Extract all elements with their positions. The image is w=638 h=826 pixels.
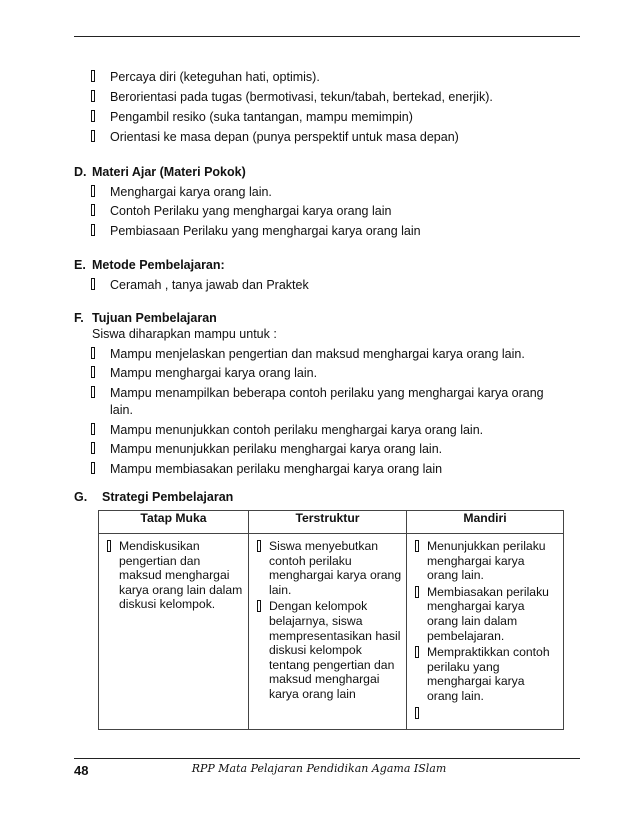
- cell-item: Membiasakan perilaku menghargai karya orang lain dalam pembelajaran.: [411, 585, 559, 643]
- list-item: Percaya diri (keteguhan hati, optimis).: [74, 69, 580, 85]
- section-heading: F. Tujuan Pembelajaran: [74, 311, 217, 325]
- bullet-icon: [91, 423, 95, 435]
- list-item: Ceramah , tanya jawab dan Praktek: [74, 277, 580, 293]
- section-d: [74, 164, 580, 240]
- column-header: Tatap Muka: [99, 511, 249, 534]
- section-f: [74, 310, 580, 478]
- list-item: Pengambil resiko (suka tantangan, mampu memimpin): [74, 109, 580, 125]
- bullet-icon: [415, 540, 419, 552]
- footer-title: RPP Mata Pelajaran Pendidikan Agama ISlam: [191, 762, 447, 775]
- bullet-icon: [91, 442, 95, 454]
- column-header: Terstruktur: [249, 511, 407, 534]
- list-item: Pembiasaan Perilaku yang menghargai karya orang lain: [74, 223, 580, 239]
- table-cell-tatap-muka: [99, 534, 249, 730]
- section-g: [74, 489, 580, 505]
- bullet-icon: [415, 707, 419, 719]
- column-header: Mandiri: [407, 511, 564, 534]
- bullet-icon: [91, 90, 95, 102]
- table-header-row: [99, 511, 564, 534]
- bullet-icon: [107, 540, 111, 552]
- bullet-icon: [91, 185, 95, 197]
- cell-item: Mempraktikkan contoh perilaku yang menghargai karya orang lain.: [411, 645, 559, 703]
- bullet-icon: [91, 278, 95, 290]
- page-number: 48: [74, 763, 89, 778]
- bullet-icon: [257, 600, 261, 612]
- cell-item: Dengan kelompok belajarnya, siswa mempresentasikan hasil diskusi kelompok tentang pengertian dan maksud menghargai karya orang lain: [253, 599, 402, 701]
- list-item: Berorientasi pada tugas (bermotivasi, tekun/tabah, bertekad, enerjik).: [74, 89, 580, 105]
- list-item: Mampu menampilkan beberapa contoh perilaku yang menghargai karya orang lain.: [74, 385, 580, 418]
- bullet-icon: [91, 462, 95, 474]
- cell-item: Menunjukkan perilaku menghargai karya orang lain.: [411, 539, 559, 583]
- bullet-icon: [91, 204, 95, 216]
- footer-rule: [74, 758, 580, 759]
- cell-item: [411, 706, 559, 720]
- bullet-icon: [415, 646, 419, 658]
- cell-item: Siswa menyebutkan contoh perilaku menghargai karya orang lain.: [253, 539, 402, 597]
- section-heading: D. Materi Ajar (Materi Pokok): [74, 165, 246, 179]
- bullet-icon: [91, 347, 95, 359]
- bullet-icon: [91, 386, 95, 398]
- bullet-icon: [91, 70, 95, 82]
- list-item: Orientasi ke masa depan (punya perspektif untuk masa depan): [74, 129, 580, 145]
- section-intro: Siswa diharapkan mampu untuk :: [92, 327, 277, 341]
- bullet-icon: [91, 224, 95, 236]
- bullet-icon: [91, 130, 95, 142]
- list-item: Mampu menghargai karya orang lain.: [74, 365, 580, 381]
- section-e: [74, 257, 580, 293]
- table-cell-mandiri: [407, 534, 564, 730]
- header-rule: [74, 36, 580, 37]
- intro-list: [74, 69, 580, 145]
- bullet-icon: [91, 366, 95, 378]
- list-item: Mampu menjelaskan pengertian dan maksud menghargai karya orang lain.: [74, 346, 580, 362]
- bullet-icon: [257, 540, 261, 552]
- list-item: Mampu membiasakan perilaku menghargai karya orang lain: [74, 461, 580, 477]
- list-item: Mampu menunjukkan perilaku menghargai karya orang lain.: [74, 441, 580, 457]
- list-item: Menghargai karya orang lain.: [74, 184, 580, 200]
- list-item: Mampu menunjukkan contoh perilaku menghargai karya orang lain.: [74, 422, 580, 438]
- bullet-icon: [91, 110, 95, 122]
- bullet-icon: [415, 586, 419, 598]
- list-item: Contoh Perilaku yang menghargai karya orang lain: [74, 203, 580, 219]
- cell-item: Mendiskusikan pengertian dan maksud menghargai karya orang lain dalam diskusi kelompok.: [103, 539, 244, 612]
- table-row: [99, 534, 564, 730]
- strategy-table: [98, 510, 564, 730]
- section-heading: E. Metode Pembelajaran:: [74, 258, 225, 272]
- table-cell-terstruktur: [249, 534, 407, 730]
- section-heading: G. Strategi Pembelajaran: [74, 490, 234, 504]
